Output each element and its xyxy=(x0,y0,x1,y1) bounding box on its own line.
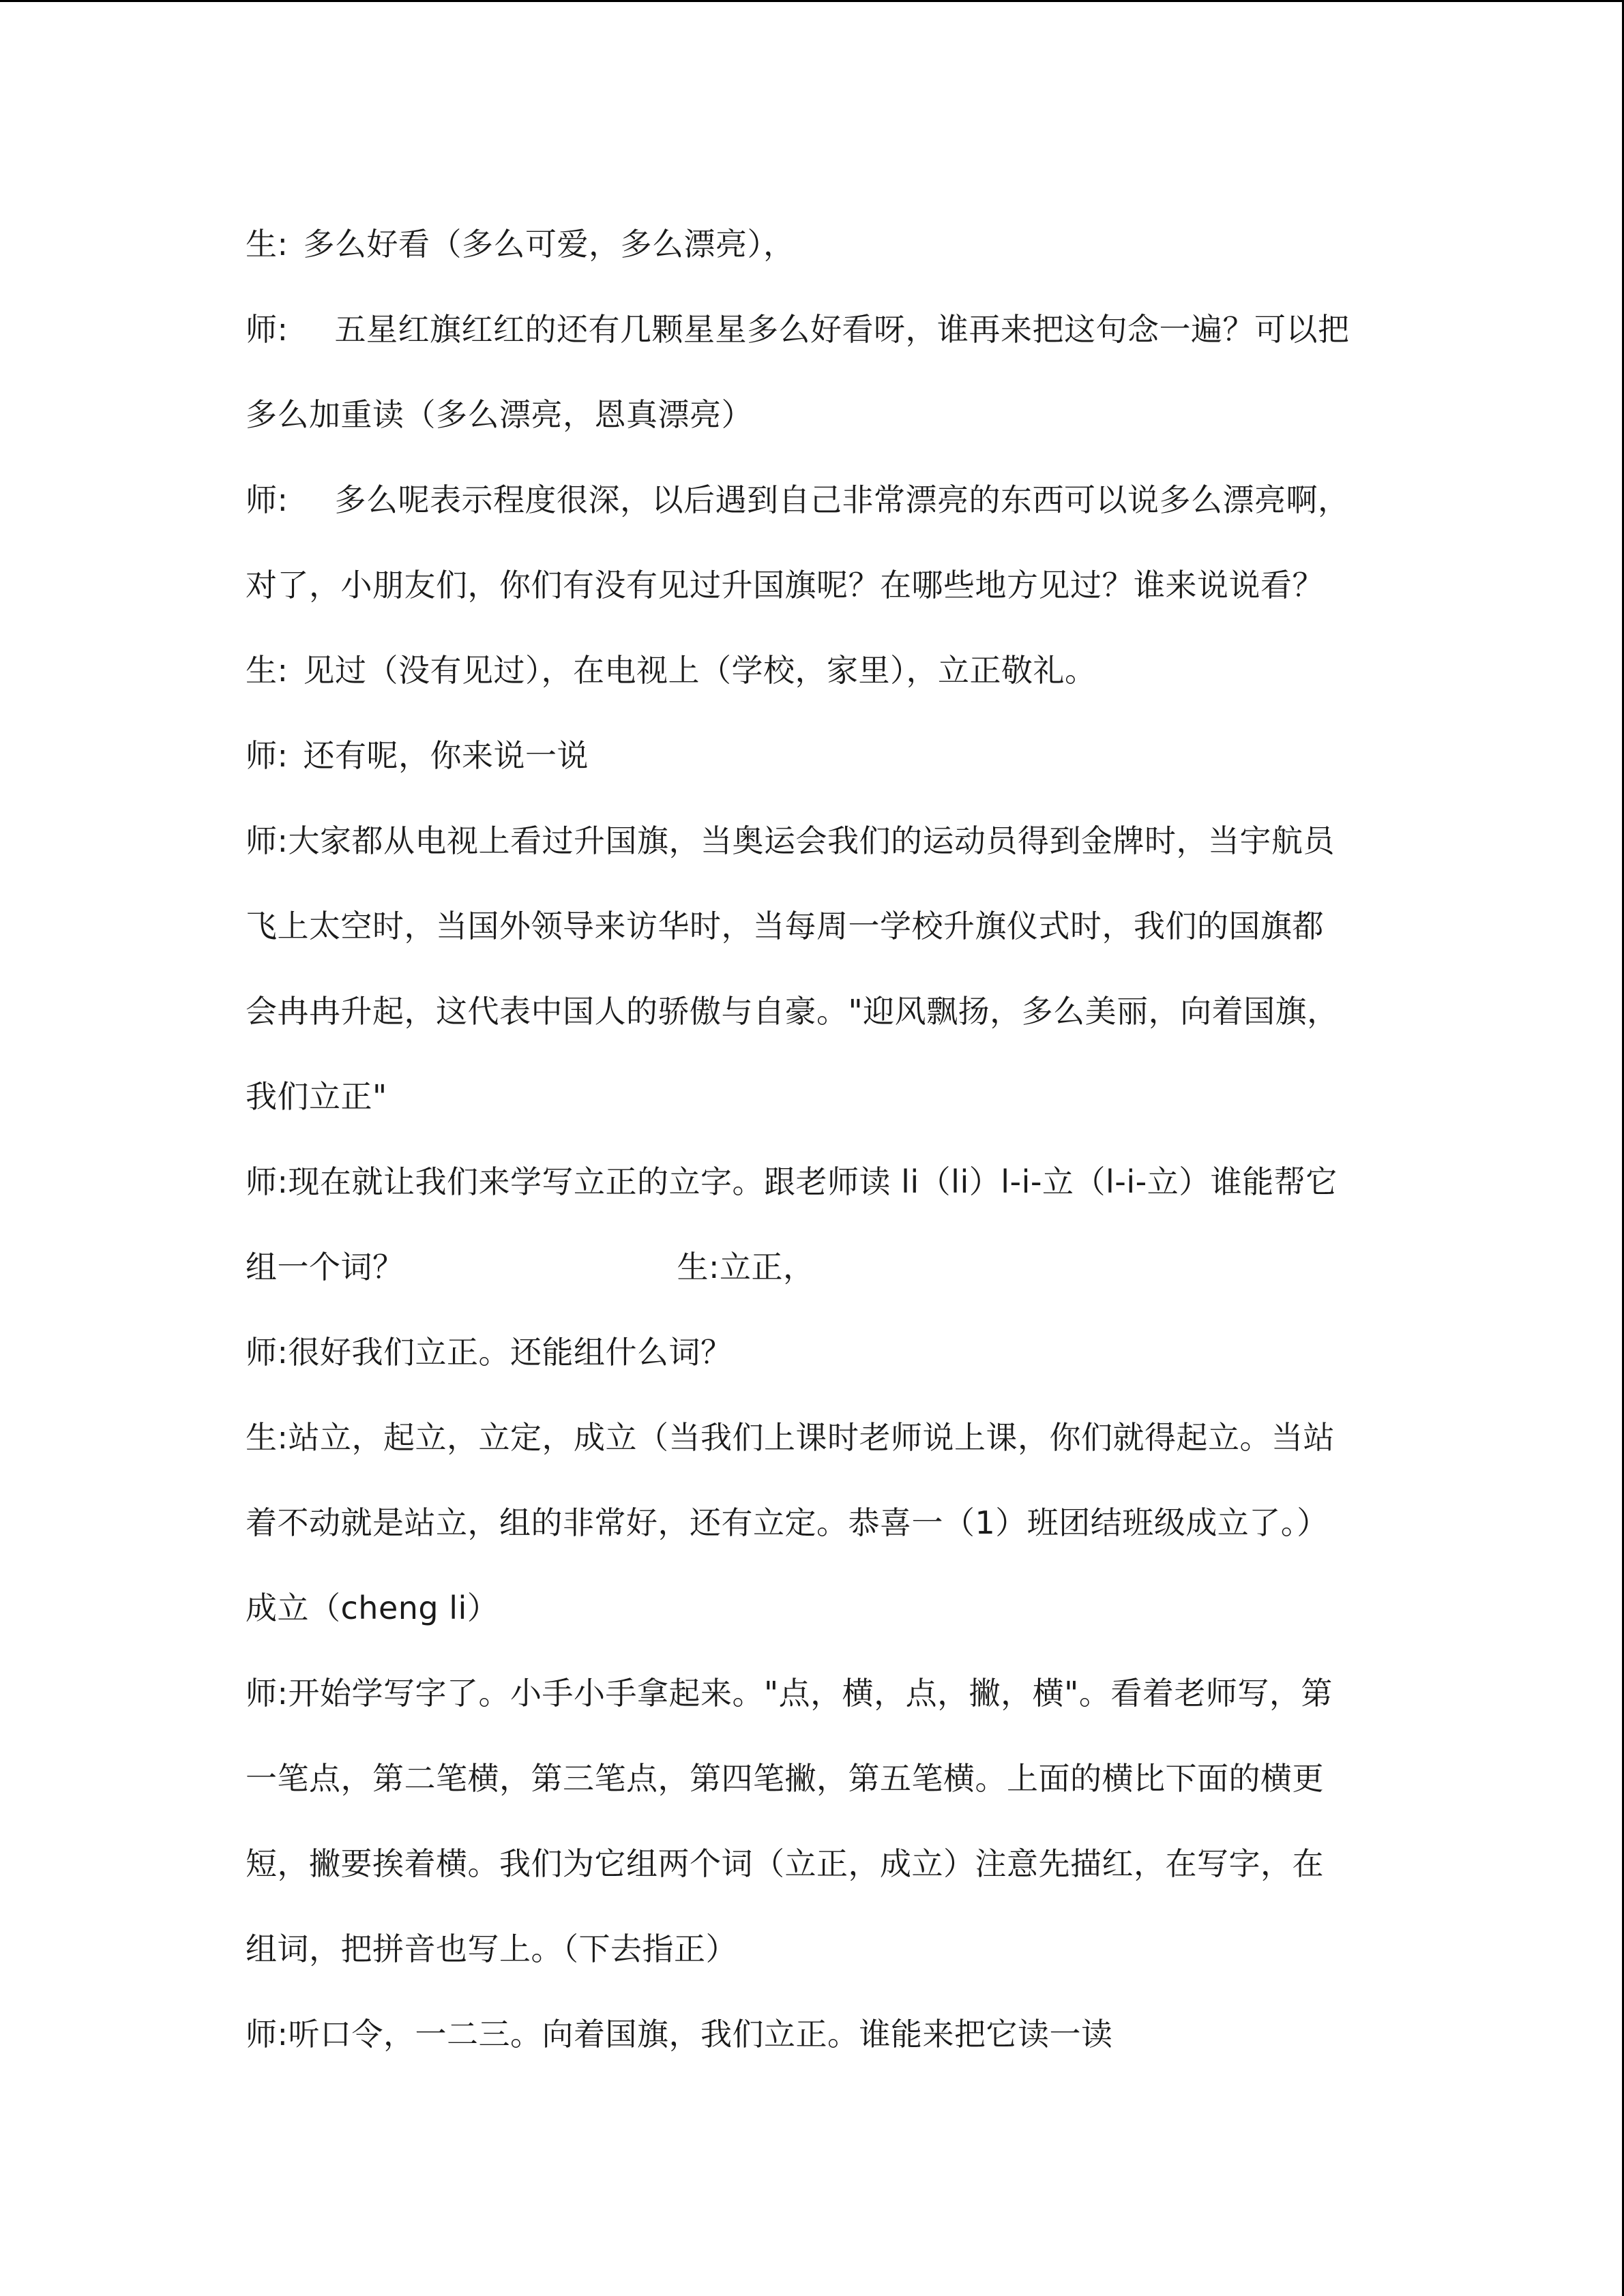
line-text: 生:站立，起立，立定，成立（当我们上课时老师说上课，你们就得起立。当站 xyxy=(246,1419,1335,1456)
line-text: 飞上太空时，当国外领导来访华时，当每周一学校升旗仪式时，我们的国旗都 xyxy=(246,908,1324,944)
paragraph-line xyxy=(246,1405,1381,1490)
document-body xyxy=(246,211,1381,2087)
line-text: 多么加重读（多么漂亮，恩真漂亮） xyxy=(246,396,753,433)
paragraph-line xyxy=(246,723,1381,808)
speaker-label: 生: xyxy=(246,652,289,689)
paragraph-line xyxy=(246,638,1381,723)
line-text: 组一个词？ xyxy=(246,1249,404,1285)
paragraph-line xyxy=(246,979,1381,1064)
paragraph-line xyxy=(246,1234,1381,1320)
paragraph-line xyxy=(246,1490,1381,1575)
line-text: 见过（没有见过），在电视上（学校，家里），立正敬礼。 xyxy=(303,652,1097,689)
line-text: 还有呢，你来说一说 xyxy=(303,737,589,774)
paragraph-line xyxy=(246,1660,1381,1746)
speaker-label: 师: xyxy=(246,737,289,774)
paragraph-line xyxy=(246,552,1381,638)
paragraph-line xyxy=(246,382,1381,467)
line-text: 短，撇要挨着横。我们为它组两个词（立正，成立）注意先描红，在写字，在 xyxy=(246,1845,1324,1882)
paragraph-line xyxy=(246,211,1381,297)
paragraph-line xyxy=(246,1320,1381,1405)
paragraph-line xyxy=(246,467,1381,552)
line-text: 师:现在就让我们来学写立正的立字。跟老师读 li（li）l-i-立（l-i-立）谁能帮它 xyxy=(246,1163,1338,1200)
paragraph-line xyxy=(246,297,1381,382)
line-text: 组词，把拼音也写上。（下去指正） xyxy=(246,1930,737,1967)
line-text: 多么呢表示程度很深，以后遇到自己非常漂亮的东西可以说多么漂亮啊， xyxy=(334,481,1350,518)
paragraph-line xyxy=(246,893,1381,979)
paragraph-line xyxy=(246,808,1381,893)
line-text: 师:很好我们立正。还能组什么词？ xyxy=(246,1334,733,1371)
line-text: 师:大家都从电视上看过升国旗，当奥运会我们的运动员得到金牌时，当宇航员 xyxy=(246,822,1335,859)
line-text: 五星红旗红红的还有几颗星星多么好看呀，谁再来把这句念一遍？可以把 xyxy=(334,311,1350,348)
line-text: 着不动就是站立，组的非常好，还有立定。恭喜一（1）班团结班级成立了。） xyxy=(246,1504,1329,1541)
speaker-label: 生: xyxy=(246,226,289,263)
paragraph-line xyxy=(246,1916,1381,2001)
line-text: 师:听口令，一二三。向着国旗，我们立正。谁能来把它读一读 xyxy=(246,2016,1113,2053)
line-text: 多么好看（多么可爱，多么漂亮）， xyxy=(303,226,795,263)
line-text: 一笔点，第二笔横，第三笔点，第四笔撇，第五笔横。上面的横比下面的横更 xyxy=(246,1760,1324,1797)
paragraph-line xyxy=(246,1064,1381,1149)
paragraph-line xyxy=(246,2001,1381,2087)
speaker-label: 师: xyxy=(246,481,289,518)
paragraph-line xyxy=(246,1746,1381,1831)
paragraph-line xyxy=(246,1575,1381,1660)
line-text: 对了，小朋友们，你们有没有见过升国旗呢？在哪些地方见过？谁来说说看？ xyxy=(246,567,1324,603)
line-text: 会冉冉升起，这代表中国人的骄傲与自豪。"迎风飘扬，多么美丽，向着国旗， xyxy=(246,993,1339,1030)
paragraph-line xyxy=(246,1149,1381,1234)
line-text: 我们立正" xyxy=(246,1078,387,1115)
line-tail-text: 生:立正， xyxy=(677,1249,815,1285)
paragraph-line xyxy=(246,1831,1381,1916)
line-text: 成立（cheng li） xyxy=(246,1590,499,1626)
line-text: 师:开始学写字了。小手小手拿起来。"点，横，点，撇，横"。看着老师写，第 xyxy=(246,1675,1333,1712)
speaker-label: 师: xyxy=(246,311,289,348)
